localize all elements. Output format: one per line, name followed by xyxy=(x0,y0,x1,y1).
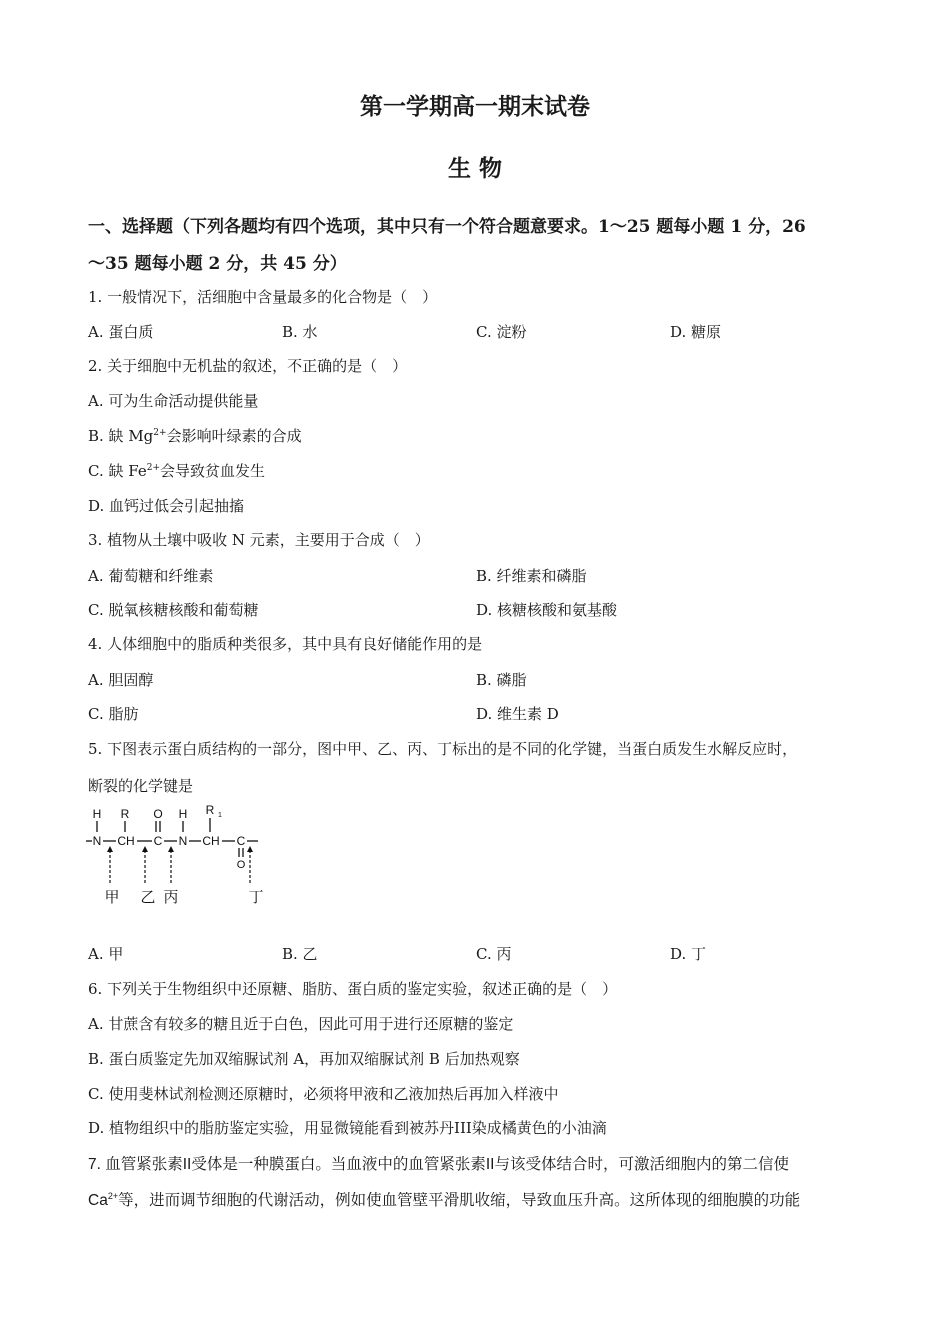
chain-c2: C xyxy=(236,834,246,848)
atom-h2: H xyxy=(178,807,188,821)
q5-option-d: D. 丁 xyxy=(670,945,707,963)
q1-option-a: A. 蛋白质 xyxy=(88,323,154,341)
q3-option-d: D. 核糖核酸和氨基酸 xyxy=(476,601,618,619)
label-bing: 丙 xyxy=(163,889,179,906)
q4-option-d: D. 维生素 D xyxy=(476,705,559,723)
q2-option-b: B. 缺 $Mg^{2+}$会影响叶绿素的合成 xyxy=(88,427,302,445)
chain-c1: C xyxy=(153,834,163,848)
q6-option-d: D. 植物组织中的脂肪鉴定实验，用显微镜能看到被苏丹III染成橘黄色的小油滴 xyxy=(88,1119,607,1137)
q1-option-b: B. 水 xyxy=(282,323,318,341)
atom-o-top: O xyxy=(153,807,163,821)
q6-option-b: B. 蛋白质鉴定先加双缩脲试剂 A，再加双缩脲试剂 B 后加热观察 xyxy=(88,1050,520,1068)
section-heading-line1: 一、选择题（下列各题均有四个选项，其中只有一个符合题意要求。1～25 题每小题 1 分，26 xyxy=(88,217,806,237)
q1-option-c: C. 淀粉 xyxy=(476,323,527,341)
q1-stem: 1. 一般情况下，活细胞中含量最多的化合物是（ ） xyxy=(88,288,438,306)
q2-option-c: C. 缺 $Fe^{2+}$会导致贫血发生 xyxy=(88,462,266,480)
chain-ch1: CH xyxy=(117,834,135,848)
chain-n1: N xyxy=(92,834,102,848)
atom-o-bottom: O xyxy=(236,859,246,871)
page-title: 第一学期高一期末试卷 xyxy=(360,93,590,120)
chain-ch2: CH xyxy=(202,834,220,848)
q2-stem: 2. 关于细胞中无机盐的叙述，不正确的是（ ） xyxy=(88,357,408,375)
q6-option-c: C. 使用斐林试剂检测还原糖时，必须将甲液和乙液加热后再加入样液中 xyxy=(88,1085,559,1103)
q1-option-d: D. 糖原 xyxy=(670,323,722,341)
bond-arrows xyxy=(110,850,250,883)
section-heading-line2: ～35 题每小题 2 分，共 45 分） xyxy=(88,254,347,274)
q5-stem-line1: 5. 下图表示蛋白质结构的一部分，图中甲、乙、丙、丁标出的是不同的化学键，当蛋白质发生水解反应时， xyxy=(88,740,798,758)
atom-r: R xyxy=(120,807,130,821)
atom-r1-subscript: 1 xyxy=(218,812,222,819)
q2-option-d: D. 血钙过低会引起抽搐 xyxy=(88,497,245,515)
q5-option-c: C. 丙 xyxy=(476,945,512,963)
q4-option-b: B. 磷脂 xyxy=(476,671,527,689)
q6-option-a: A. 甘蔗含有较多的糖且近于白色，因此可用于进行还原糖的鉴定 xyxy=(88,1015,514,1033)
q5-option-b: B. 乙 xyxy=(282,945,318,963)
subject-title: 生 物 xyxy=(447,155,502,182)
q5-option-a: A. 甲 xyxy=(88,945,124,963)
label-yi: 乙 xyxy=(140,889,156,906)
q6-stem: 6. 下列关于生物组织中还原糖、脂肪、蛋白质的鉴定实验，叙述正确的是（ ） xyxy=(88,980,618,998)
label-ding: 丁 xyxy=(248,889,264,906)
label-jia: 甲 xyxy=(104,889,120,906)
q5-stem-line2: 断裂的化学键是 xyxy=(88,777,194,795)
atom-r1: R xyxy=(205,803,215,817)
chain-n2: N xyxy=(178,834,188,848)
q3-option-c: C. 脱氧核糖核酸和葡萄糖 xyxy=(88,601,259,619)
q4-stem: 4. 人体细胞中的脂质种类很多，其中具有良好储能作用的是 xyxy=(88,635,483,653)
q3-stem: 3. 植物从土壤中吸收 N 元素，主要用于合成（ ） xyxy=(88,531,430,549)
q2-option-a: A. 可为生命活动提供能量 xyxy=(88,392,259,410)
q3-option-a: A. 葡萄糖和纤维素 xyxy=(88,567,214,585)
q3-option-b: B. 纤维素和磷脂 xyxy=(476,567,587,585)
q7-stem-line1: 7. 血管紧张素II受体是一种膜蛋白。当血液中的血管紧张素II与该受体结合时，可激活细胞内的第二信使 xyxy=(88,1156,789,1173)
atom-h1: H xyxy=(92,807,102,821)
q4-option-c: C. 脂肪 xyxy=(88,705,139,723)
q4-option-a: A. 胆固醇 xyxy=(88,671,154,689)
q7-stem-line2: $Ca^{2+}$等，进而调节细胞的代谢活动，例如使血管壁平滑肌收缩，导致血压升高。这所体现的细胞膜的功能 xyxy=(88,1191,801,1209)
peptide-bond-diagram xyxy=(84,800,284,910)
